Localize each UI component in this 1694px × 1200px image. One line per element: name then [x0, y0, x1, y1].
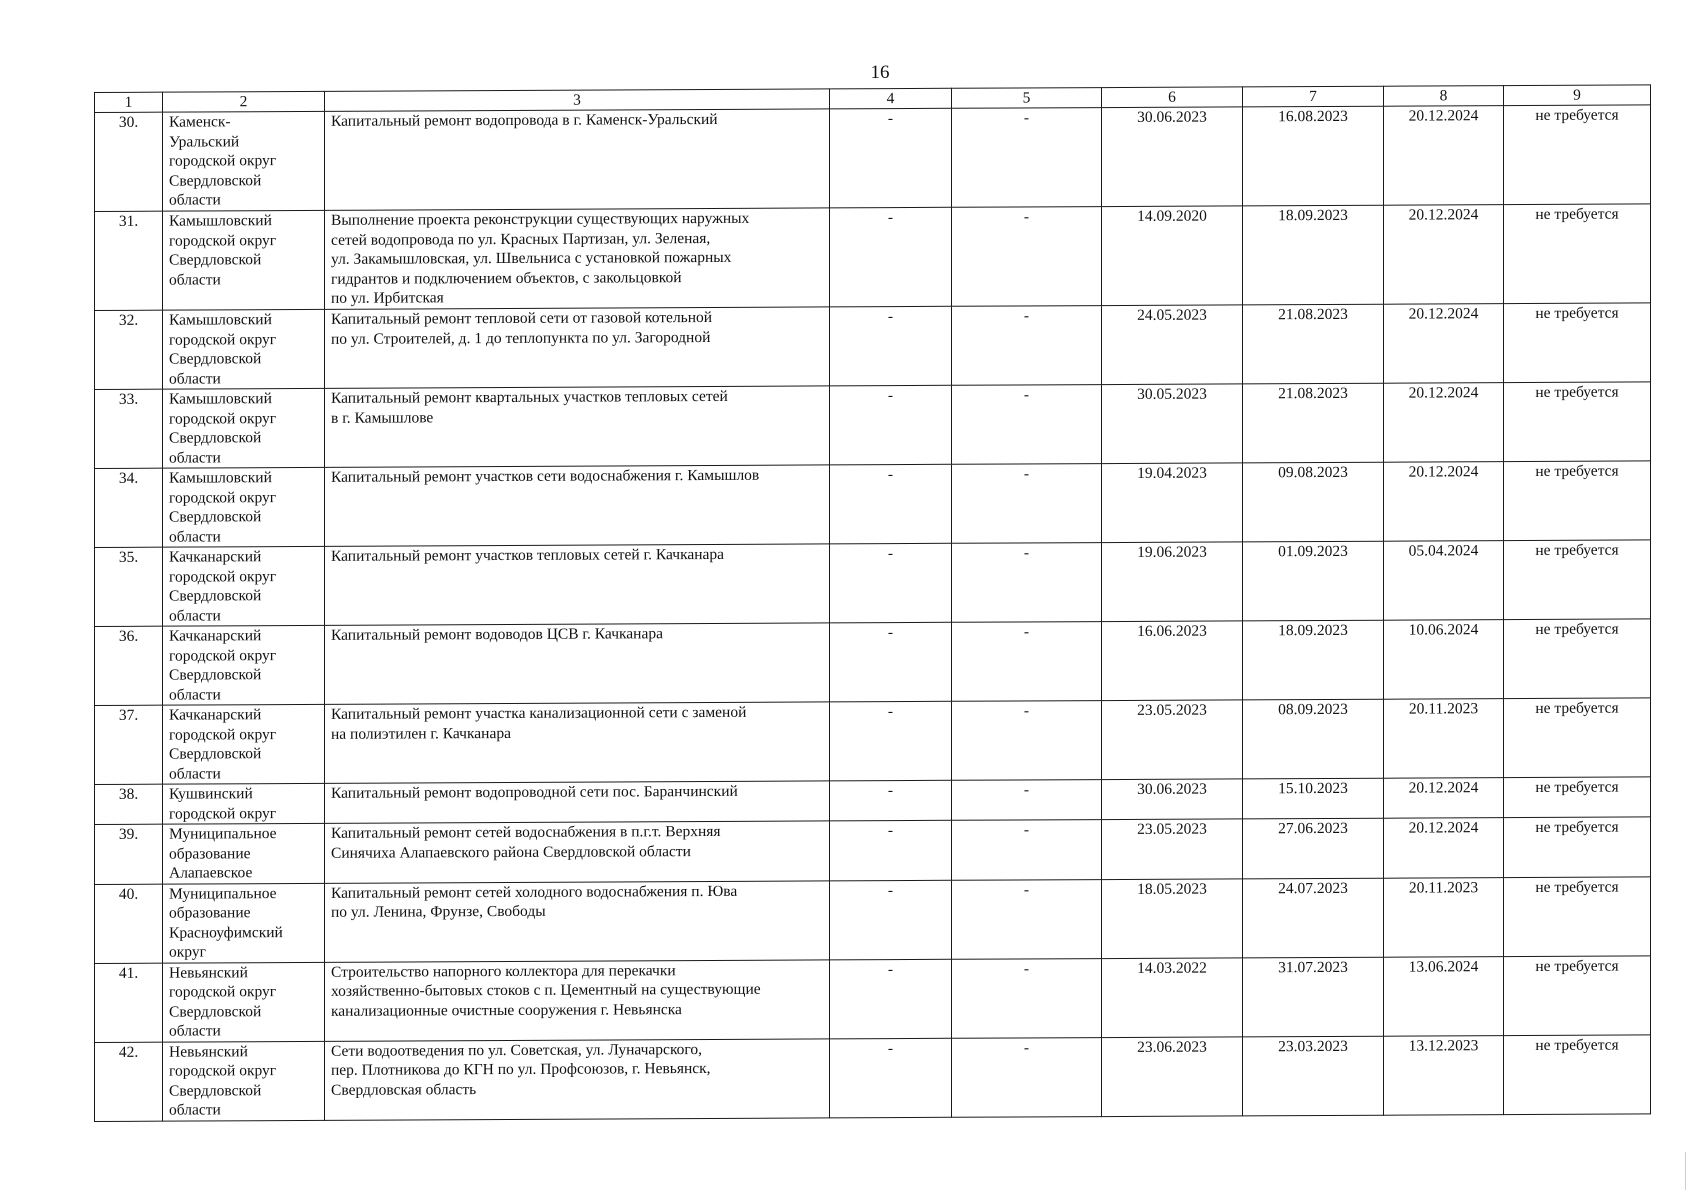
municipality-cell-line: области: [169, 270, 221, 289]
date-column-8: 20.12.2024: [1384, 778, 1504, 819]
date-column-7: 16.08.2023: [1243, 106, 1384, 206]
table-row: [95, 105, 1651, 212]
municipality-cell-line: Свердловской: [169, 666, 262, 684]
municipality-cell-line: области: [169, 1101, 221, 1119]
date-column-6: 30.06.2023: [1102, 107, 1243, 207]
date-column-6: 18.05.2023: [1102, 878, 1243, 958]
work-description-cell-line: ул. Закамышловская, ул. Швельниса с установкой пожарных: [331, 248, 732, 268]
status-column-9: не требуется: [1504, 777, 1651, 818]
municipality-cell: [163, 111, 325, 211]
work-description-cell-line: Капитальный ремонт водопроводной сети пос. Баранчинский: [331, 782, 738, 802]
work-description-cell-line: Капитальный ремонт участков сети водоснабжения г. Камышлов: [331, 466, 760, 486]
column-4-cell: -: [830, 1038, 952, 1118]
work-description-cell-line: Капитальный ремонт квартальных участков тепловых сетей: [331, 387, 728, 407]
row-number: 34.: [95, 468, 163, 547]
column-5-cell: -: [952, 385, 1102, 465]
status-column-9: не требуется: [1504, 817, 1651, 877]
municipality-cell: [163, 704, 325, 784]
header-cell: 8: [1384, 86, 1504, 107]
table-row: [95, 382, 1651, 469]
status-column-9: не требуется: [1504, 461, 1651, 541]
municipality-cell-line: области: [169, 527, 221, 546]
work-description-cell-line: Свердловская область: [331, 1080, 477, 1099]
municipality-cell-line: Красноуфимский: [169, 923, 283, 942]
status-column-9: не требуется: [1504, 540, 1651, 620]
date-column-8: 20.12.2024: [1384, 205, 1504, 305]
column-4-cell: -: [830, 880, 952, 960]
column-5-cell: -: [952, 622, 1102, 702]
municipality-cell: [163, 467, 325, 547]
work-description-cell-line: Капитальный ремонт сетей водоснабжения в п.г.т. Верхняя: [331, 822, 721, 842]
date-column-7: 27.06.2023: [1243, 818, 1384, 878]
municipality-cell-line: Свердловской: [169, 745, 262, 763]
date-column-6: 14.03.2022: [1102, 957, 1243, 1037]
column-5-cell: -: [952, 207, 1102, 307]
municipality-cell-line: Муниципальное: [169, 884, 277, 903]
date-column-6: 19.06.2023: [1102, 542, 1243, 622]
municipality-cell-line: Свердловской: [169, 1002, 262, 1021]
status-column-9: не требуется: [1504, 619, 1651, 699]
row-number: 30.: [95, 112, 163, 211]
municipality-cell-line: Кушвинский: [169, 785, 253, 803]
row-number: 41.: [95, 963, 163, 1042]
status-column-9: не требуется: [1504, 955, 1651, 1035]
date-column-7: 21.08.2023: [1243, 304, 1384, 384]
date-column-7: 15.10.2023: [1243, 778, 1384, 819]
municipality-cell-line: Свердловской: [169, 350, 262, 368]
date-column-7: 09.08.2023: [1243, 462, 1384, 542]
date-column-7: 18.09.2023: [1243, 620, 1384, 700]
column-5-cell: -: [952, 820, 1102, 880]
municipality-cell: [163, 309, 325, 389]
work-description-cell-line: Капитальный ремонт участка канализационной сети с заменой: [331, 703, 747, 723]
column-5-cell: -: [952, 1037, 1102, 1117]
municipality-cell: [163, 210, 325, 310]
row-number: 35.: [95, 547, 163, 626]
date-column-6: 30.05.2023: [1102, 384, 1243, 464]
date-column-7: 23.03.2023: [1243, 1036, 1384, 1116]
municipality-cell: [163, 883, 325, 963]
date-column-8: 13.12.2023: [1384, 1035, 1504, 1115]
row-number: 31.: [95, 211, 163, 310]
status-column-9: не требуется: [1504, 876, 1651, 956]
municipality-cell-line: округ: [169, 943, 206, 961]
municipality-cell: [163, 962, 325, 1042]
municipality-cell-line: Свердловской: [169, 171, 262, 190]
table-row: [95, 461, 1651, 548]
work-description-cell: [325, 959, 830, 1040]
municipality-cell-line: Свердловской: [169, 587, 262, 605]
municipality-cell-line: Свердловской: [169, 251, 262, 269]
table-row: [95, 955, 1651, 1042]
date-column-8: 20.12.2024: [1384, 106, 1504, 206]
status-column-9: не требуется: [1504, 303, 1651, 383]
municipality-cell-line: Свердловской: [169, 508, 262, 526]
date-column-8: 05.04.2024: [1384, 541, 1504, 621]
row-number: 36.: [95, 626, 163, 705]
column-5-cell: -: [952, 958, 1102, 1038]
municipality-cell-line: городской округ: [169, 804, 277, 823]
municipality-cell: [163, 625, 325, 705]
column-4-cell: -: [830, 701, 952, 781]
table-row: [95, 817, 1651, 884]
municipality-cell-line: городской округ: [169, 488, 277, 507]
date-column-6: 23.05.2023: [1102, 819, 1243, 879]
date-column-8: 20.12.2024: [1384, 383, 1504, 463]
municipality-cell-line: области: [169, 369, 221, 388]
date-column-8: 20.11.2023: [1384, 699, 1504, 779]
column-4-cell: -: [830, 108, 952, 208]
table-row: [95, 619, 1651, 706]
work-description-cell-line: Капитальный ремонт водоводов ЦСВ г. Качканара: [331, 625, 663, 644]
date-column-6: 16.06.2023: [1102, 621, 1243, 701]
work-description-cell-line: Капитальный ремонт тепловой сети от газовой котельной: [331, 308, 713, 328]
row-number: 40.: [95, 884, 163, 963]
work-description-cell-line: хозяйственно-бытовых стоков с п. Цементный на существующие: [331, 980, 761, 1000]
table-row: [95, 540, 1651, 627]
municipality-cell-line: городской округ: [169, 231, 277, 250]
date-column-8: 20.11.2023: [1384, 877, 1504, 957]
header-cell: 9: [1504, 85, 1651, 106]
date-column-7: 01.09.2023: [1243, 541, 1384, 621]
work-description-cell-line: по ул. Строителей, д. 1 до теплопункта по ул. Загородной: [331, 328, 711, 348]
column-4-cell: -: [830, 385, 952, 465]
column-4-cell: -: [830, 306, 952, 386]
row-number: 37.: [95, 705, 163, 784]
work-description-cell-line: Капитальный ремонт водопровода в г. Каменск-Уральский: [331, 110, 718, 130]
work-description-cell-line: Капитальный ремонт сетей холодного водоснабжения п. Юва: [331, 882, 738, 902]
date-column-6: 19.04.2023: [1102, 463, 1243, 543]
column-5-cell: -: [952, 306, 1102, 386]
municipality-cell: [163, 783, 325, 824]
header-cell: 6: [1102, 87, 1243, 108]
header-cell: 1: [95, 92, 163, 112]
table-row: [95, 204, 1651, 311]
work-description-cell-line: Капитальный ремонт участков тепловых сетей г. Качканара: [331, 545, 725, 565]
municipality-cell-line: образование: [169, 904, 251, 922]
row-number: 33.: [95, 389, 163, 468]
row-number: 32.: [95, 310, 163, 389]
work-description-cell: [325, 623, 830, 704]
municipality-cell-line: городской округ: [169, 409, 277, 428]
work-description-cell: [325, 702, 830, 783]
municipality-cell-line: городской округ: [169, 983, 277, 1001]
municipality-cell-line: Каменск-: [169, 113, 231, 131]
date-column-7: 08.09.2023: [1243, 699, 1384, 779]
municipality-cell-line: Свердловской: [169, 1081, 262, 1100]
work-description-cell-line: канализационные очистные сооружения г. Невьянска: [331, 1000, 682, 1020]
municipality-cell: [163, 1041, 325, 1121]
date-column-7: 18.09.2023: [1243, 205, 1384, 305]
column-5-cell: -: [952, 464, 1102, 544]
table-body: [95, 105, 1651, 1121]
work-description-cell: [325, 1038, 830, 1119]
municipality-cell-line: Качканарский: [169, 548, 262, 566]
work-description-cell: [325, 109, 830, 210]
column-5-cell: -: [952, 879, 1102, 959]
work-description-cell-line: Строительство напорного коллектора для перекачки: [331, 961, 676, 981]
municipality-cell-line: Невьянский: [169, 1042, 248, 1061]
date-column-6: 23.05.2023: [1102, 700, 1243, 780]
municipality-cell-line: области: [169, 191, 221, 209]
work-description-cell-line: Выполнение проекта реконструкции существующих наружных: [331, 209, 750, 229]
municipality-cell: [163, 546, 325, 626]
work-description-cell-line: по ул. Ленина, Фрунзе, Свободы: [331, 902, 546, 921]
column-4-cell: -: [830, 543, 952, 623]
municipality-cell: [163, 388, 325, 468]
date-column-8: 10.06.2024: [1384, 620, 1504, 700]
column-5-cell: -: [952, 543, 1102, 623]
municipality-cell-line: Камышловский: [169, 390, 272, 408]
row-number: 38.: [95, 784, 163, 824]
column-4-cell: -: [830, 207, 952, 307]
date-column-7: 21.08.2023: [1243, 383, 1384, 463]
header-cell: 7: [1243, 86, 1384, 107]
column-5-cell: -: [952, 701, 1102, 781]
municipality-cell-line: городской округ: [169, 1062, 277, 1080]
column-5-cell: -: [952, 108, 1102, 208]
work-description-cell-line: сетей водопровода по ул. Красных Партизан, ул. Зеленая,: [331, 229, 711, 249]
municipality-cell-line: Качканарский: [169, 627, 262, 645]
column-4-cell: -: [830, 622, 952, 702]
municipality-cell-line: городской округ: [169, 725, 277, 744]
municipality-cell-line: Муниципальное: [169, 825, 277, 843]
column-5-cell: -: [952, 780, 1102, 821]
municipality-cell-line: образование: [169, 844, 251, 863]
date-column-8: 20.12.2024: [1384, 818, 1504, 878]
municipality-cell-line: области: [169, 764, 221, 783]
date-column-7: 31.07.2023: [1243, 957, 1384, 1037]
page-number: 16: [870, 62, 890, 83]
work-description-cell: [325, 544, 830, 625]
work-description-cell: [325, 307, 830, 388]
date-column-6: 24.05.2023: [1102, 305, 1243, 385]
header-cell: 4: [830, 88, 952, 109]
column-4-cell: -: [830, 820, 952, 880]
municipality-cell-line: Уральский: [169, 132, 240, 151]
municipality-cell-line: Невьянский: [169, 963, 248, 982]
table-row: [95, 1034, 1651, 1121]
date-column-8: 20.12.2024: [1384, 462, 1504, 542]
municipality-cell-line: Алапаевское: [169, 864, 253, 882]
date-column-6: 14.09.2020: [1102, 206, 1243, 306]
municipality-cell-line: Камышловский: [169, 311, 272, 329]
date-column-6: 30.06.2023: [1102, 779, 1243, 820]
header-cell: 3: [325, 89, 830, 111]
municipality-cell-line: Камышловский: [169, 212, 272, 230]
status-column-9: не требуется: [1504, 698, 1651, 778]
status-column-9: не требуется: [1504, 1034, 1651, 1114]
work-description-cell: [325, 386, 830, 467]
work-description-cell: [325, 781, 830, 823]
work-description-cell: [325, 880, 830, 961]
status-column-9: не требуется: [1504, 204, 1651, 304]
municipality-cell-line: городской округ: [169, 330, 277, 349]
municipality-cell-line: Камышловский: [169, 469, 272, 487]
work-description-cell-line: на полиэтилен г. Качканара: [331, 724, 511, 743]
municipality-cell-line: городской округ: [169, 567, 277, 586]
column-4-cell: -: [830, 780, 952, 821]
municipality-cell-line: городской округ: [169, 152, 277, 170]
status-column-9: не требуется: [1504, 382, 1651, 462]
date-column-8: 13.06.2024: [1384, 956, 1504, 1036]
table-row: [95, 303, 1651, 390]
date-column-7: 24.07.2023: [1243, 878, 1384, 958]
scan-edge-mark: [1685, 1152, 1686, 1190]
work-description-cell-line: Синячиха Алапаевского района Свердловской области: [331, 842, 691, 862]
municipality-cell-line: области: [169, 606, 221, 625]
work-description-cell-line: в г. Камышлове: [331, 408, 434, 427]
row-number: 42.: [95, 1042, 163, 1121]
municipality-cell-line: городской округ: [169, 646, 277, 665]
work-description-cell-line: пер. Плотникова до КГН по ул. Профсоюзов, г. Невьянск,: [331, 1059, 711, 1079]
municipality-cell-line: области: [169, 1022, 221, 1040]
municipality-cell: [163, 823, 325, 883]
header-cell: 5: [952, 88, 1102, 109]
column-4-cell: -: [830, 959, 952, 1039]
work-description-cell: [325, 821, 830, 883]
municipality-cell-line: Свердловской: [169, 429, 262, 447]
works-table: [94, 84, 1651, 1121]
status-column-9: не требуется: [1504, 105, 1651, 205]
municipality-cell-line: Качканарский: [169, 706, 262, 724]
table-row: [95, 698, 1651, 785]
date-column-6: 23.06.2023: [1102, 1036, 1243, 1116]
work-description-cell-line: по ул. Ирбитская: [331, 289, 444, 307]
header-cell: 2: [163, 91, 325, 112]
municipality-cell-line: области: [169, 448, 221, 467]
work-description-cell-line: Сети водоотведения по ул. Советская, ул. Луначарского,: [331, 1040, 703, 1060]
column-4-cell: -: [830, 464, 952, 544]
work-description-cell: [325, 465, 830, 546]
date-column-8: 20.12.2024: [1384, 304, 1504, 384]
work-description-cell: [325, 208, 830, 309]
work-description-cell-line: гидрантов и подключением объектов, с закольцовкой: [331, 268, 682, 288]
table-row: [95, 876, 1651, 963]
row-number: 39.: [95, 824, 163, 884]
municipality-cell-line: области: [169, 685, 221, 704]
